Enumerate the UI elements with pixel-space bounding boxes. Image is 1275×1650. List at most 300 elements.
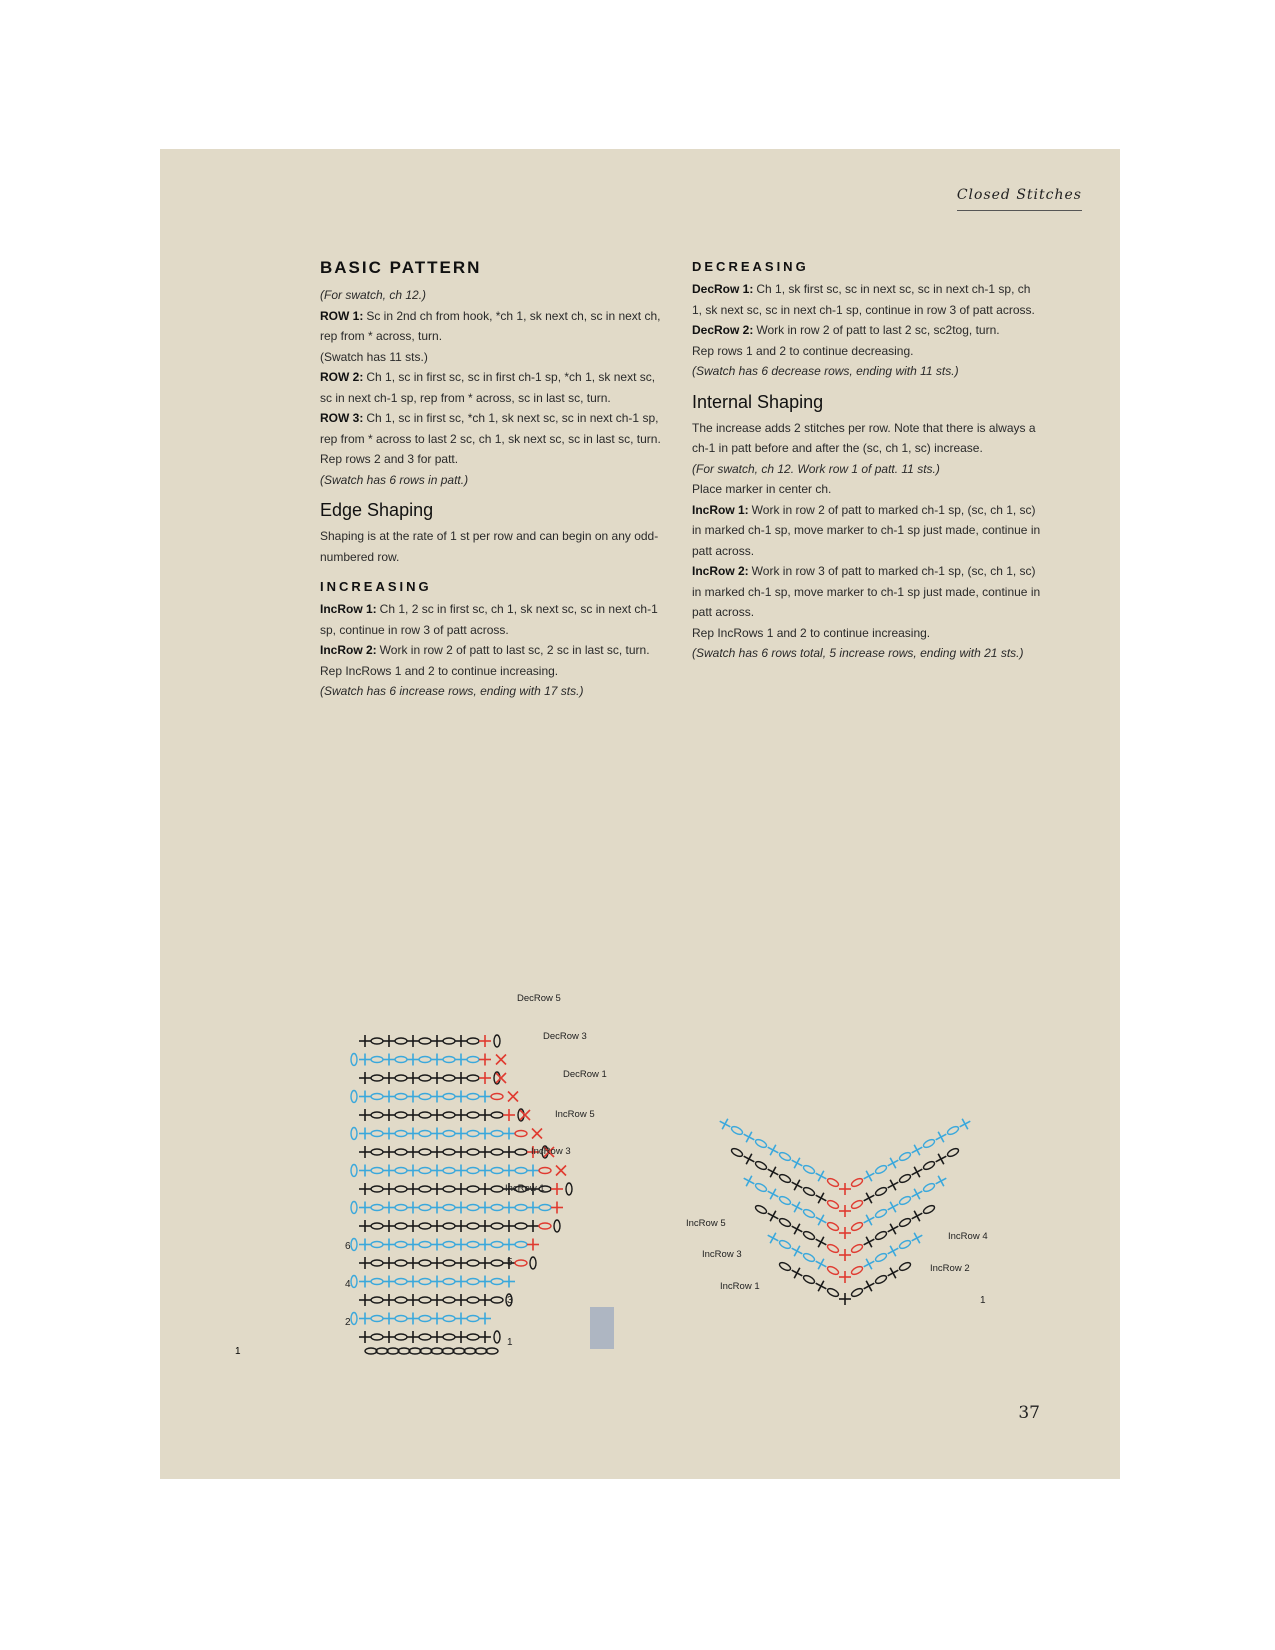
ch-stitch (443, 1075, 455, 1081)
row3-label: ROW 3: (320, 411, 364, 425)
ch-stitch (467, 1260, 479, 1266)
sc-stitch (431, 1146, 443, 1158)
sc-stitch (909, 1208, 925, 1224)
sc-stitch (407, 1091, 419, 1103)
ch-stitch (395, 1334, 407, 1340)
ch-stitch (874, 1164, 887, 1175)
edge-shaping-chart (235, 849, 655, 1369)
ch-stitch (371, 1316, 383, 1322)
sc-stitch (503, 1109, 515, 1121)
sc-stitch (861, 1212, 877, 1228)
ch-stitch (419, 1168, 431, 1174)
sc-stitch (813, 1278, 829, 1294)
dec-rep-note: (Swatch has 6 decrease rows, ending with 11 sts.) (692, 364, 959, 378)
left-column (320, 257, 670, 702)
ch-stitch (826, 1287, 839, 1298)
sc-stitch (765, 1142, 781, 1158)
internal-inc2 (692, 561, 1042, 623)
sc-stitch (431, 1091, 443, 1103)
sc-stitch (741, 1129, 757, 1145)
ch-stitch (515, 1260, 527, 1266)
sc-stitch (839, 1271, 851, 1283)
ch-stitch (467, 1205, 479, 1211)
ch-stitch (351, 1313, 357, 1325)
dec1-label: DecRow 1: (692, 282, 754, 296)
increasing-heading: INCREASING (320, 579, 432, 594)
sc-stitch (479, 1109, 491, 1121)
sc-stitch (503, 1128, 515, 1140)
sc-stitch (407, 1294, 419, 1306)
sc-stitch (383, 1035, 395, 1047)
ch-stitch (778, 1151, 791, 1162)
ch-stitch (802, 1208, 815, 1219)
ch-stitch (409, 1348, 421, 1354)
sc-stitch (789, 1155, 805, 1171)
sc-stitch (861, 1278, 877, 1294)
sc-stitch (909, 1142, 925, 1158)
ch-stitch (419, 1094, 431, 1100)
sc-stitch (407, 1239, 419, 1251)
row1-text: Sc in 2nd ch from hook, *ch 1, sk next ch, sc in next ch, rep from * across, turn. (320, 308, 661, 343)
dec-stitch (508, 1092, 518, 1102)
sc-stitch (359, 1091, 371, 1103)
sc-stitch (503, 1146, 515, 1158)
sc-stitch (741, 1173, 757, 1189)
basic-row1-note: (Swatch has 11 sts.) (320, 349, 428, 364)
ch-stitch (467, 1038, 479, 1044)
ch-stitch (419, 1242, 431, 1248)
ch-stitch (351, 1054, 357, 1066)
ch-stitch (419, 1112, 431, 1118)
ch-stitch (443, 1186, 455, 1192)
sc-stitch (479, 1146, 491, 1158)
sc-stitch (407, 1035, 419, 1047)
internal-inc2-text: Work in row 3 of patt to marked ch-1 sp, (sc, ch 1, sc) in marked ch-1 sp, move marker to ch-1 sp just made, continue in patt across. (692, 564, 1041, 619)
ch-stitch (778, 1239, 791, 1250)
ch-stitch (443, 1297, 455, 1303)
inc1-label: IncRow 1: (320, 602, 377, 616)
dec2-text: Work in row 2 of patt to last 2 sc, sc2tog, turn. (756, 323, 1000, 337)
ch-stitch (419, 1279, 431, 1285)
ch-stitch (874, 1208, 887, 1219)
ch-stitch (850, 1243, 863, 1254)
ch-stitch (351, 1091, 357, 1103)
sc-stitch (407, 1257, 419, 1269)
ch-stitch (395, 1242, 407, 1248)
ch-stitch (419, 1316, 431, 1322)
sc-stitch (407, 1054, 419, 1066)
ch-stitch (443, 1094, 455, 1100)
dec-row1 (692, 279, 1042, 320)
edge-shaping-heading: Edge Shaping (320, 500, 434, 520)
sc-stitch (765, 1186, 781, 1202)
row-label-2: 2 (345, 1317, 351, 1328)
ch-stitch (420, 1348, 432, 1354)
sc-stitch (455, 1128, 467, 1140)
sc-stitch (479, 1331, 491, 1343)
row-label-5: 5 (507, 1257, 513, 1268)
sc-stitch (455, 1072, 467, 1084)
sc-stitch (455, 1257, 467, 1269)
ch-stitch (395, 1279, 407, 1285)
sc-stitch (813, 1190, 829, 1206)
ch-stitch (398, 1348, 410, 1354)
ch-stitch (371, 1242, 383, 1248)
sc-stitch (455, 1313, 467, 1325)
sc-stitch (765, 1164, 781, 1180)
internal-rep: Rep IncRows 1 and 2 to continue increasing. (692, 625, 931, 640)
ch-stitch (491, 1112, 503, 1118)
ch-stitch (351, 1128, 357, 1140)
sc-stitch (885, 1265, 901, 1281)
ch-stitch (443, 1260, 455, 1266)
ch-stitch (371, 1038, 383, 1044)
ch-stitch (754, 1182, 767, 1193)
ch-stitch (395, 1297, 407, 1303)
sc-stitch (359, 1239, 371, 1251)
ch-stitch (419, 1205, 431, 1211)
sc-stitch (383, 1072, 395, 1084)
sc-stitch (527, 1165, 539, 1177)
sc-stitch (359, 1202, 371, 1214)
ch-stitch (467, 1075, 479, 1081)
ch-stitch (491, 1149, 503, 1155)
ch-stitch (898, 1151, 911, 1162)
sc-stitch (407, 1072, 419, 1084)
edge-chart-stitches (351, 1035, 572, 1354)
sc-stitch (407, 1331, 419, 1343)
ch-stitch (419, 1186, 431, 1192)
sc-stitch (407, 1220, 419, 1232)
sc-stitch (431, 1313, 443, 1325)
sc-stitch (527, 1220, 539, 1232)
ch-stitch (778, 1195, 791, 1206)
sc-stitch (359, 1276, 371, 1288)
sc-stitch (479, 1035, 491, 1047)
row-label-3: 3 (507, 1295, 513, 1306)
sc-stitch (479, 1165, 491, 1177)
ch-stitch (371, 1334, 383, 1340)
ch-stitch (443, 1242, 455, 1248)
ch-stitch (443, 1131, 455, 1137)
ch-stitch (922, 1160, 935, 1171)
ch-stitch (491, 1131, 503, 1137)
internal-inc1 (692, 500, 1042, 562)
ch-stitch (371, 1131, 383, 1137)
ch-stitch (395, 1316, 407, 1322)
ch-stitch (515, 1242, 527, 1248)
ch-stitch (566, 1183, 572, 1195)
ch-stitch (467, 1316, 479, 1322)
ch-stitch (826, 1243, 839, 1254)
ch-stitch (443, 1057, 455, 1063)
ch-stitch (491, 1297, 503, 1303)
sc-stitch (359, 1072, 371, 1084)
sc-stitch (383, 1294, 395, 1306)
ch-stitch (515, 1131, 527, 1137)
dec1-text: Ch 1, sk first sc, sc in next sc, sc in next ch-1 sp, ch 1, sk next sc, sc in next ch-1 sp, continue in row 3 of patt across. (692, 282, 1035, 317)
ch-stitch (754, 1204, 767, 1215)
ch-stitch (515, 1149, 527, 1155)
ch-stitch (351, 1239, 357, 1251)
internal-rep-note: (Swatch has 6 rows total, 5 increase rows, ending with 21 sts.) (692, 646, 1024, 660)
sc-stitch (455, 1165, 467, 1177)
ch-stitch (898, 1261, 911, 1272)
ch-stitch (419, 1149, 431, 1155)
ch-stitch (419, 1131, 431, 1137)
ch-stitch (730, 1147, 743, 1158)
ch-stitch (491, 1242, 503, 1248)
sc-stitch (839, 1227, 851, 1239)
ch-stitch (754, 1138, 767, 1149)
sc-stitch (813, 1212, 829, 1228)
ch-stitch (494, 1035, 500, 1047)
sc-stitch (359, 1313, 371, 1325)
ch-stitch (351, 1202, 357, 1214)
sc-stitch (551, 1202, 563, 1214)
sc-stitch (359, 1146, 371, 1158)
sc-stitch (765, 1230, 781, 1246)
right-column (692, 257, 1042, 664)
shaping-label-1: IncRow 3 (531, 1146, 571, 1157)
sc-stitch (741, 1151, 757, 1167)
inc-rep-note: (Swatch has 6 increase rows, ending with 17 sts.) (320, 684, 584, 698)
ch-stitch (778, 1261, 791, 1272)
sc-stitch (431, 1072, 443, 1084)
ch-stitch (419, 1223, 431, 1229)
ch-stitch (442, 1348, 454, 1354)
internal-intro: The increase adds 2 stitches per row. Note that there is always a ch-1 in patt before and after the (sc, ch 1, sc) increase. (692, 420, 1036, 455)
sc-stitch (431, 1294, 443, 1306)
sc-stitch (479, 1128, 491, 1140)
sc-stitch (885, 1199, 901, 1215)
ch-stitch (850, 1221, 863, 1232)
sc-stitch (455, 1054, 467, 1066)
basic-row2 (320, 367, 670, 408)
ch-stitch (467, 1242, 479, 1248)
ch-stitch (443, 1279, 455, 1285)
sc-stitch (383, 1257, 395, 1269)
ch-stitch (443, 1168, 455, 1174)
ch-stitch (802, 1186, 815, 1197)
sc-stitch (933, 1129, 949, 1145)
dec-rep: Rep rows 1 and 2 to continue decreasing. (692, 343, 914, 358)
sc-stitch (359, 1128, 371, 1140)
sc-stitch (789, 1265, 805, 1281)
sc-stitch (383, 1331, 395, 1343)
sc-stitch (431, 1220, 443, 1232)
row3-text: Ch 1, sc in first sc, *ch 1, sk next sc, sc in next ch-1 sp, rep from * across to last 2 sc, ch 1, sk next sc, sc in last sc, turn. (320, 411, 661, 446)
inc2-text: Work in row 2 of patt to last sc, 2 sc in last sc, turn. (379, 643, 650, 657)
internal-marker: Place marker in center ch. (692, 482, 832, 496)
sc-stitch (431, 1257, 443, 1269)
internal-chart-stitches (717, 1116, 973, 1305)
ch-stitch (922, 1204, 935, 1215)
ch-stitch (467, 1149, 479, 1155)
ch-stitch (802, 1274, 815, 1285)
running-head: Closed Stitches (957, 187, 1082, 211)
shaping-label-0: IncRow 1 (505, 1183, 545, 1194)
ch-stitch (443, 1038, 455, 1044)
sc-stitch (359, 1054, 371, 1066)
ch-stitch (419, 1057, 431, 1063)
sc-stitch (909, 1186, 925, 1202)
sc-stitch (455, 1146, 467, 1158)
ch-stitch (539, 1168, 551, 1174)
ch-stitch (802, 1252, 815, 1263)
dec2-label: DecRow 2: (692, 323, 754, 337)
sc-stitch (933, 1151, 949, 1167)
sc-stitch (885, 1243, 901, 1259)
ch-stitch (467, 1334, 479, 1340)
sc-stitch (503, 1276, 515, 1288)
sc-stitch (789, 1243, 805, 1259)
ch-stitch (874, 1186, 887, 1197)
ch-stitch (515, 1223, 527, 1229)
internal-for-swatch: (For swatch, ch 12. Work row 1 of patt. 11 sts.) (692, 461, 940, 476)
ch-stitch (539, 1205, 551, 1211)
ch-stitch (387, 1348, 399, 1354)
ch-stitch (475, 1348, 487, 1354)
ch-stitch (395, 1186, 407, 1192)
sc-stitch (359, 1257, 371, 1269)
ch-stitch (778, 1173, 791, 1184)
sc-stitch (479, 1313, 491, 1325)
ch-stitch (515, 1205, 527, 1211)
ch-stitch (802, 1230, 815, 1241)
row1-label: ROW 1: (320, 308, 364, 323)
row2-text: Ch 1, sc in first sc, sc in first ch-1 sp, *ch 1, sk next sc, sc in next ch-1 sp, rep from * across, sc in last sc, turn. (320, 370, 656, 405)
sc-stitch (407, 1313, 419, 1325)
ch-stitch (395, 1057, 407, 1063)
ch-stitch (530, 1257, 536, 1269)
sc-stitch (527, 1202, 539, 1214)
sc-stitch (431, 1054, 443, 1066)
sc-stitch (885, 1155, 901, 1171)
ch-stitch (371, 1186, 383, 1192)
sc-stitch (885, 1177, 901, 1193)
sc-stitch (957, 1116, 973, 1132)
internal-chart-svg (680, 999, 1010, 1369)
sc-stitch (359, 1294, 371, 1306)
sc-stitch (407, 1146, 419, 1158)
sc-stitch (789, 1199, 805, 1215)
ch-stitch (850, 1287, 863, 1298)
ch-stitch (754, 1160, 767, 1171)
basic-rep: Rep rows 2 and 3 for patt. (320, 452, 459, 466)
sc-stitch (455, 1276, 467, 1288)
sc-stitch (383, 1109, 395, 1121)
sc-stitch (813, 1234, 829, 1250)
ch-stitch (467, 1131, 479, 1137)
ch-stitch (730, 1125, 743, 1136)
ch-stitch (443, 1112, 455, 1118)
dec-row2 (692, 320, 1042, 341)
ch-stitch (371, 1223, 383, 1229)
incrow-4-label: IncRow 4 (948, 1231, 988, 1242)
sc-stitch (551, 1183, 563, 1195)
internal-inc1-text: Work in row 2 of patt to marked ch-1 sp, (sc, ch 1, sc) in marked ch-1 sp, move marker to ch-1 sp just made, continue in patt across. (692, 502, 1041, 558)
ch-stitch (850, 1265, 863, 1276)
ch-stitch (419, 1075, 431, 1081)
sc-stitch (717, 1116, 733, 1132)
ch-stitch (826, 1199, 839, 1210)
ch-stitch (443, 1223, 455, 1229)
ch-stitch (491, 1168, 503, 1174)
ch-stitch (395, 1149, 407, 1155)
ch-stitch (395, 1038, 407, 1044)
sc-stitch (789, 1177, 805, 1193)
sc-stitch (455, 1109, 467, 1121)
ch-stitch (371, 1168, 383, 1174)
shaping-label-2: IncRow 5 (555, 1109, 595, 1120)
sc-stitch (479, 1091, 491, 1103)
ch-stitch (922, 1138, 935, 1149)
sc-stitch (479, 1202, 491, 1214)
sc-stitch (455, 1294, 467, 1306)
ch-stitch (419, 1038, 431, 1044)
ch-stitch (443, 1205, 455, 1211)
ch-stitch (491, 1223, 503, 1229)
sc-stitch (359, 1220, 371, 1232)
ch-stitch (826, 1221, 839, 1232)
sc-stitch (431, 1109, 443, 1121)
ch-stitch (467, 1094, 479, 1100)
inc2-label: IncRow 2: (320, 643, 377, 657)
row-label-1: 1 (980, 1295, 986, 1306)
sc-stitch (431, 1331, 443, 1343)
ch-stitch (443, 1149, 455, 1155)
dec-stitch (520, 1110, 530, 1120)
decreasing-heading: DECREASING (692, 259, 809, 274)
ch-stitch (395, 1168, 407, 1174)
ch-stitch (778, 1217, 791, 1228)
sc-stitch (359, 1331, 371, 1343)
edge-shaping-text: Shaping is at the rate of 1 st per row and can begin on any odd-numbered row. (320, 529, 659, 564)
sc-stitch (455, 1202, 467, 1214)
sc-stitch (479, 1257, 491, 1269)
sc-stitch (813, 1256, 829, 1272)
ch-stitch (467, 1279, 479, 1285)
sc-stitch (813, 1168, 829, 1184)
sc-stitch (383, 1202, 395, 1214)
sc-stitch (407, 1165, 419, 1177)
sc-stitch (765, 1208, 781, 1224)
inc-row2 (320, 640, 670, 661)
sc-stitch (359, 1183, 371, 1195)
ch-stitch (946, 1125, 959, 1136)
sc-stitch (839, 1183, 851, 1195)
sc-stitch (527, 1239, 539, 1251)
sc-stitch (455, 1183, 467, 1195)
dec-stitch (532, 1129, 542, 1139)
sc-stitch (479, 1183, 491, 1195)
ch-stitch (419, 1297, 431, 1303)
ch-stitch (395, 1205, 407, 1211)
sc-stitch (479, 1072, 491, 1084)
inc-row1 (320, 599, 670, 640)
sc-stitch (839, 1205, 851, 1217)
sc-stitch (431, 1276, 443, 1288)
sc-stitch (885, 1221, 901, 1237)
ch-stitch (491, 1279, 503, 1285)
ch-stitch (395, 1112, 407, 1118)
ch-stitch (419, 1334, 431, 1340)
ch-stitch (467, 1186, 479, 1192)
ch-stitch (371, 1279, 383, 1285)
row-label-1: 1 (235, 1346, 241, 1357)
sc-stitch (383, 1313, 395, 1325)
